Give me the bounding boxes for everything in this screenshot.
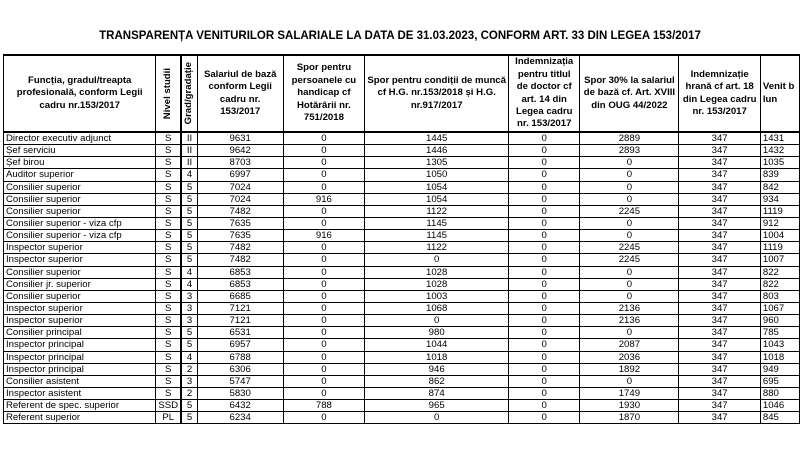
header-monthly-income: Venit b lun — [760, 55, 799, 132]
cell-work-conditions-bonus: 874 — [365, 387, 509, 399]
header-disability-bonus: Spor pentru persoanele cu handicap cf Hotărârii nr. 751/2018 — [283, 55, 365, 132]
cell-monthly-income: 1007 — [760, 254, 799, 266]
cell-grade: 3 — [182, 302, 198, 314]
cell-function: Inspector superior — [4, 315, 156, 327]
cell-doctor-allowance: 0 — [509, 266, 580, 278]
cell-30-percent-bonus: 2036 — [580, 351, 679, 363]
cell-work-conditions-bonus: 0 — [365, 315, 509, 327]
cell-education-level: S — [156, 193, 181, 205]
cell-education-level: SSD — [156, 400, 181, 412]
cell-disability-bonus: 0 — [283, 217, 365, 229]
cell-work-conditions-bonus: 0 — [365, 412, 509, 424]
cell-food-allowance: 347 — [679, 327, 760, 339]
cell-doctor-allowance: 0 — [509, 169, 580, 181]
cell-disability-bonus: 0 — [283, 254, 365, 266]
cell-grade: 5 — [182, 412, 198, 424]
cell-doctor-allowance: 0 — [509, 193, 580, 205]
cell-doctor-allowance: 0 — [509, 412, 580, 424]
cell-doctor-allowance: 0 — [509, 181, 580, 193]
cell-education-level: S — [156, 169, 181, 181]
cell-grade: II — [182, 132, 198, 145]
cell-grade: 5 — [182, 181, 198, 193]
cell-monthly-income: 1119 — [760, 205, 799, 217]
cell-education-level: S — [156, 132, 181, 145]
cell-doctor-allowance: 0 — [509, 351, 580, 363]
cell-monthly-income: 880 — [760, 387, 799, 399]
cell-base-salary: 6997 — [197, 169, 283, 181]
cell-food-allowance: 347 — [679, 400, 760, 412]
cell-function: Consilier asistent — [4, 375, 156, 387]
table-row — [4, 290, 800, 302]
cell-30-percent-bonus: 0 — [580, 290, 679, 302]
cell-base-salary: 7635 — [197, 230, 283, 242]
cell-food-allowance: 347 — [679, 132, 760, 145]
cell-disability-bonus: 0 — [283, 278, 365, 290]
cell-education-level: S — [156, 290, 181, 302]
cell-doctor-allowance: 0 — [509, 339, 580, 351]
cell-monthly-income: 845 — [760, 412, 799, 424]
cell-function: Consilier principal — [4, 327, 156, 339]
cell-work-conditions-bonus: 1050 — [365, 169, 509, 181]
table-row — [4, 387, 800, 399]
table-row — [4, 363, 800, 375]
cell-30-percent-bonus: 2245 — [580, 205, 679, 217]
cell-base-salary: 8703 — [197, 157, 283, 169]
cell-base-salary: 7482 — [197, 205, 283, 217]
cell-grade: II — [182, 157, 198, 169]
cell-disability-bonus: 0 — [283, 351, 365, 363]
cell-function: Consilier superior — [4, 205, 156, 217]
cell-work-conditions-bonus: 946 — [365, 363, 509, 375]
cell-function: Referent superior — [4, 412, 156, 424]
cell-disability-bonus: 0 — [283, 363, 365, 375]
cell-30-percent-bonus: 0 — [580, 181, 679, 193]
cell-monthly-income: 934 — [760, 193, 799, 205]
table-row — [4, 412, 800, 424]
cell-30-percent-bonus: 2136 — [580, 315, 679, 327]
cell-food-allowance: 347 — [679, 375, 760, 387]
cell-education-level: S — [156, 157, 181, 169]
cell-disability-bonus: 0 — [283, 412, 365, 424]
cell-function: Inspector principal — [4, 351, 156, 363]
cell-education-level: S — [156, 375, 181, 387]
cell-education-level: S — [156, 254, 181, 266]
cell-education-level: S — [156, 145, 181, 157]
cell-doctor-allowance: 0 — [509, 363, 580, 375]
cell-function: Consilier superior — [4, 181, 156, 193]
cell-disability-bonus: 0 — [283, 302, 365, 314]
cell-education-level: S — [156, 339, 181, 351]
table-row — [4, 157, 800, 169]
cell-30-percent-bonus: 2087 — [580, 339, 679, 351]
cell-base-salary: 9631 — [197, 132, 283, 145]
cell-food-allowance: 347 — [679, 169, 760, 181]
cell-30-percent-bonus: 0 — [580, 375, 679, 387]
cell-doctor-allowance: 0 — [509, 205, 580, 217]
cell-disability-bonus: 0 — [283, 375, 365, 387]
table-row — [4, 205, 800, 217]
cell-food-allowance: 347 — [679, 157, 760, 169]
cell-30-percent-bonus: 1892 — [580, 363, 679, 375]
cell-monthly-income: 1004 — [760, 230, 799, 242]
cell-function: Inspector asistent — [4, 387, 156, 399]
cell-food-allowance: 347 — [679, 181, 760, 193]
table-row — [4, 181, 800, 193]
cell-base-salary: 6853 — [197, 278, 283, 290]
table-row — [4, 266, 800, 278]
cell-grade: II — [182, 145, 198, 157]
cell-30-percent-bonus: 0 — [580, 169, 679, 181]
table-row — [4, 339, 800, 351]
cell-food-allowance: 347 — [679, 387, 760, 399]
cell-function: Consilier superior - viza cfp — [4, 230, 156, 242]
cell-doctor-allowance: 0 — [509, 242, 580, 254]
cell-grade: 5 — [182, 205, 198, 217]
cell-doctor-allowance: 0 — [509, 278, 580, 290]
cell-education-level: S — [156, 387, 181, 399]
cell-disability-bonus: 788 — [283, 400, 365, 412]
cell-food-allowance: 347 — [679, 363, 760, 375]
cell-monthly-income: 1067 — [760, 302, 799, 314]
cell-education-level: S — [156, 302, 181, 314]
cell-function: Inspector superior — [4, 254, 156, 266]
cell-work-conditions-bonus: 980 — [365, 327, 509, 339]
cell-monthly-income: 695 — [760, 375, 799, 387]
cell-function: Inspector principal — [4, 363, 156, 375]
cell-grade: 5 — [182, 230, 198, 242]
cell-work-conditions-bonus: 0 — [365, 254, 509, 266]
cell-disability-bonus: 0 — [283, 266, 365, 278]
cell-work-conditions-bonus: 1003 — [365, 290, 509, 302]
cell-education-level: S — [156, 327, 181, 339]
cell-doctor-allowance: 0 — [509, 145, 580, 157]
cell-grade: 4 — [182, 278, 198, 290]
cell-base-salary: 6234 — [197, 412, 283, 424]
table-row — [4, 217, 800, 229]
cell-food-allowance: 347 — [679, 315, 760, 327]
cell-food-allowance: 347 — [679, 339, 760, 351]
cell-work-conditions-bonus: 1446 — [365, 145, 509, 157]
cell-30-percent-bonus: 1749 — [580, 387, 679, 399]
cell-monthly-income: 803 — [760, 290, 799, 302]
table-row — [4, 315, 800, 327]
cell-education-level: S — [156, 205, 181, 217]
cell-base-salary: 7121 — [197, 302, 283, 314]
cell-30-percent-bonus: 1870 — [580, 412, 679, 424]
table-row — [4, 230, 800, 242]
cell-work-conditions-bonus: 1054 — [365, 181, 509, 193]
table-row — [4, 327, 800, 339]
cell-grade: 4 — [182, 266, 198, 278]
cell-30-percent-bonus: 0 — [580, 327, 679, 339]
cell-work-conditions-bonus: 1122 — [365, 205, 509, 217]
cell-function: Consilier superior - viza cfp — [4, 217, 156, 229]
header-base-salary: Salariul de bază conform Legii cadru nr. 153/2017 — [197, 55, 283, 132]
cell-monthly-income: 960 — [760, 315, 799, 327]
table-row — [4, 254, 800, 266]
header-function: Funcția, gradul/treapta profesională, conform Legii cadru nr.153/2017 — [4, 55, 156, 132]
cell-base-salary: 7635 — [197, 217, 283, 229]
cell-monthly-income: 785 — [760, 327, 799, 339]
table-row — [4, 302, 800, 314]
cell-doctor-allowance: 0 — [509, 132, 580, 145]
cell-base-salary: 6685 — [197, 290, 283, 302]
cell-work-conditions-bonus: 1028 — [365, 278, 509, 290]
cell-base-salary: 6306 — [197, 363, 283, 375]
cell-base-salary: 7482 — [197, 254, 283, 266]
cell-education-level: S — [156, 217, 181, 229]
cell-grade: 5 — [182, 242, 198, 254]
cell-disability-bonus: 0 — [283, 315, 365, 327]
header-grade: Grad/gradație — [182, 55, 198, 132]
header-row — [4, 55, 800, 132]
cell-grade: 5 — [182, 339, 198, 351]
cell-food-allowance: 347 — [679, 230, 760, 242]
cell-function: Inspector superior — [4, 302, 156, 314]
cell-disability-bonus: 0 — [283, 181, 365, 193]
cell-base-salary: 6853 — [197, 266, 283, 278]
cell-30-percent-bonus: 0 — [580, 217, 679, 229]
cell-doctor-allowance: 0 — [509, 230, 580, 242]
cell-grade: 5 — [182, 400, 198, 412]
cell-function: Inspector principal — [4, 339, 156, 351]
cell-work-conditions-bonus: 1044 — [365, 339, 509, 351]
cell-work-conditions-bonus: 1445 — [365, 132, 509, 145]
header-education-level: Nivel studii — [156, 55, 181, 132]
table-row — [4, 242, 800, 254]
cell-monthly-income: 822 — [760, 278, 799, 290]
cell-food-allowance: 347 — [679, 290, 760, 302]
cell-education-level: S — [156, 230, 181, 242]
cell-food-allowance: 347 — [679, 266, 760, 278]
cell-function: Director executiv adjunct — [4, 132, 156, 145]
cell-grade: 2 — [182, 387, 198, 399]
cell-education-level: S — [156, 351, 181, 363]
cell-education-level: S — [156, 315, 181, 327]
cell-work-conditions-bonus: 1145 — [365, 230, 509, 242]
header-doctor-allowance: Indemnizația pentru titlul de doctor cf art. 14 din Legea cadru nr. 153/2017 — [509, 55, 580, 132]
table-row — [4, 375, 800, 387]
table-row — [4, 278, 800, 290]
cell-grade: 3 — [182, 375, 198, 387]
cell-monthly-income: 1018 — [760, 351, 799, 363]
cell-food-allowance: 347 — [679, 205, 760, 217]
cell-grade: 3 — [182, 290, 198, 302]
cell-disability-bonus: 916 — [283, 193, 365, 205]
cell-doctor-allowance: 0 — [509, 157, 580, 169]
cell-doctor-allowance: 0 — [509, 400, 580, 412]
cell-function: Consilier superior — [4, 290, 156, 302]
cell-disability-bonus: 0 — [283, 327, 365, 339]
cell-monthly-income: 842 — [760, 181, 799, 193]
cell-function: Auditor superior — [4, 169, 156, 181]
cell-30-percent-bonus: 1930 — [580, 400, 679, 412]
cell-30-percent-bonus: 2136 — [580, 302, 679, 314]
cell-base-salary: 6531 — [197, 327, 283, 339]
table-row — [4, 193, 800, 205]
cell-function: Șef birou — [4, 157, 156, 169]
cell-grade: 5 — [182, 254, 198, 266]
cell-grade: 2 — [182, 363, 198, 375]
cell-work-conditions-bonus: 1122 — [365, 242, 509, 254]
cell-grade: 5 — [182, 217, 198, 229]
cell-food-allowance: 347 — [679, 278, 760, 290]
cell-work-conditions-bonus: 965 — [365, 400, 509, 412]
document-title: TRANSPARENȚA VENITURILOR SALARIALE LA DATA DE 31.03.2023, CONFORM ART. 33 DIN LEGEA 153/2017 — [99, 30, 701, 42]
cell-food-allowance: 347 — [679, 351, 760, 363]
cell-disability-bonus: 916 — [283, 230, 365, 242]
cell-function: Șef serviciu — [4, 145, 156, 157]
cell-grade: 4 — [182, 169, 198, 181]
cell-food-allowance: 347 — [679, 145, 760, 157]
cell-disability-bonus: 0 — [283, 290, 365, 302]
cell-30-percent-bonus: 0 — [580, 266, 679, 278]
cell-disability-bonus: 0 — [283, 157, 365, 169]
cell-30-percent-bonus: 2245 — [580, 254, 679, 266]
cell-30-percent-bonus: 2245 — [580, 242, 679, 254]
cell-base-salary: 7024 — [197, 193, 283, 205]
cell-work-conditions-bonus: 1018 — [365, 351, 509, 363]
header-work-conditions-bonus: Spor pentru condiții de muncă cf H.G. nr.153/2018 și H.G. nr.917/2017 — [365, 55, 509, 132]
cell-food-allowance: 347 — [679, 254, 760, 266]
cell-disability-bonus: 0 — [283, 169, 365, 181]
cell-function: Consilier superior — [4, 193, 156, 205]
cell-doctor-allowance: 0 — [509, 254, 580, 266]
cell-monthly-income: 1432 — [760, 145, 799, 157]
header-30-percent-bonus: Spor 30% la salariul de bază cf. Art. XVIII din OUG 44/2022 — [580, 55, 679, 132]
cell-doctor-allowance: 0 — [509, 290, 580, 302]
cell-monthly-income: 949 — [760, 363, 799, 375]
cell-monthly-income: 1119 — [760, 242, 799, 254]
cell-work-conditions-bonus: 862 — [365, 375, 509, 387]
cell-30-percent-bonus: 0 — [580, 278, 679, 290]
cell-disability-bonus: 0 — [283, 132, 365, 145]
cell-base-salary: 7482 — [197, 242, 283, 254]
table-row — [4, 351, 800, 363]
cell-doctor-allowance: 0 — [509, 315, 580, 327]
cell-doctor-allowance: 0 — [509, 217, 580, 229]
table-row — [4, 400, 800, 412]
table-row — [4, 169, 800, 181]
cell-base-salary: 6432 — [197, 400, 283, 412]
cell-doctor-allowance: 0 — [509, 387, 580, 399]
cell-education-level: S — [156, 278, 181, 290]
cell-food-allowance: 347 — [679, 217, 760, 229]
cell-food-allowance: 347 — [679, 302, 760, 314]
cell-30-percent-bonus: 0 — [580, 157, 679, 169]
cell-function: Inspector superior — [4, 242, 156, 254]
cell-disability-bonus: 0 — [283, 145, 365, 157]
cell-base-salary: 7024 — [197, 181, 283, 193]
cell-disability-bonus: 0 — [283, 387, 365, 399]
cell-education-level: S — [156, 181, 181, 193]
cell-30-percent-bonus: 2889 — [580, 132, 679, 145]
cell-disability-bonus: 0 — [283, 339, 365, 351]
cell-function: Consilier jr. superior — [4, 278, 156, 290]
cell-base-salary: 7121 — [197, 315, 283, 327]
table-row — [4, 132, 800, 145]
cell-work-conditions-bonus: 1305 — [365, 157, 509, 169]
cell-monthly-income: 1035 — [760, 157, 799, 169]
cell-monthly-income: 1043 — [760, 339, 799, 351]
cell-education-level: S — [156, 266, 181, 278]
cell-education-level: S — [156, 242, 181, 254]
cell-work-conditions-bonus: 1145 — [365, 217, 509, 229]
cell-base-salary: 5747 — [197, 375, 283, 387]
cell-monthly-income: 822 — [760, 266, 799, 278]
cell-grade: 3 — [182, 315, 198, 327]
cell-education-level: PL — [156, 412, 181, 424]
cell-30-percent-bonus: 0 — [580, 193, 679, 205]
cell-work-conditions-bonus: 1028 — [365, 266, 509, 278]
cell-grade: 4 — [182, 351, 198, 363]
cell-monthly-income: 839 — [760, 169, 799, 181]
cell-education-level: S — [156, 363, 181, 375]
salary-table — [3, 54, 800, 424]
cell-grade: 5 — [182, 327, 198, 339]
cell-monthly-income: 1431 — [760, 132, 799, 145]
cell-food-allowance: 347 — [679, 242, 760, 254]
cell-base-salary: 5830 — [197, 387, 283, 399]
cell-grade: 5 — [182, 193, 198, 205]
cell-base-salary: 6957 — [197, 339, 283, 351]
cell-function: Referent de spec. superior — [4, 400, 156, 412]
cell-food-allowance: 347 — [679, 412, 760, 424]
cell-disability-bonus: 0 — [283, 205, 365, 217]
header-food-allowance: Indemnizație hrană cf art. 18 din Legea cadru nr. 153/2017 — [679, 55, 760, 132]
cell-function: Consilier superior — [4, 266, 156, 278]
cell-work-conditions-bonus: 1068 — [365, 302, 509, 314]
cell-work-conditions-bonus: 1054 — [365, 193, 509, 205]
cell-monthly-income: 1046 — [760, 400, 799, 412]
cell-doctor-allowance: 0 — [509, 375, 580, 387]
cell-food-allowance: 347 — [679, 193, 760, 205]
cell-30-percent-bonus: 2893 — [580, 145, 679, 157]
cell-base-salary: 6788 — [197, 351, 283, 363]
cell-monthly-income: 912 — [760, 217, 799, 229]
table-row — [4, 145, 800, 157]
cell-doctor-allowance: 0 — [509, 302, 580, 314]
cell-doctor-allowance: 0 — [509, 327, 580, 339]
cell-base-salary: 9642 — [197, 145, 283, 157]
cell-30-percent-bonus: 0 — [580, 230, 679, 242]
cell-disability-bonus: 0 — [283, 242, 365, 254]
